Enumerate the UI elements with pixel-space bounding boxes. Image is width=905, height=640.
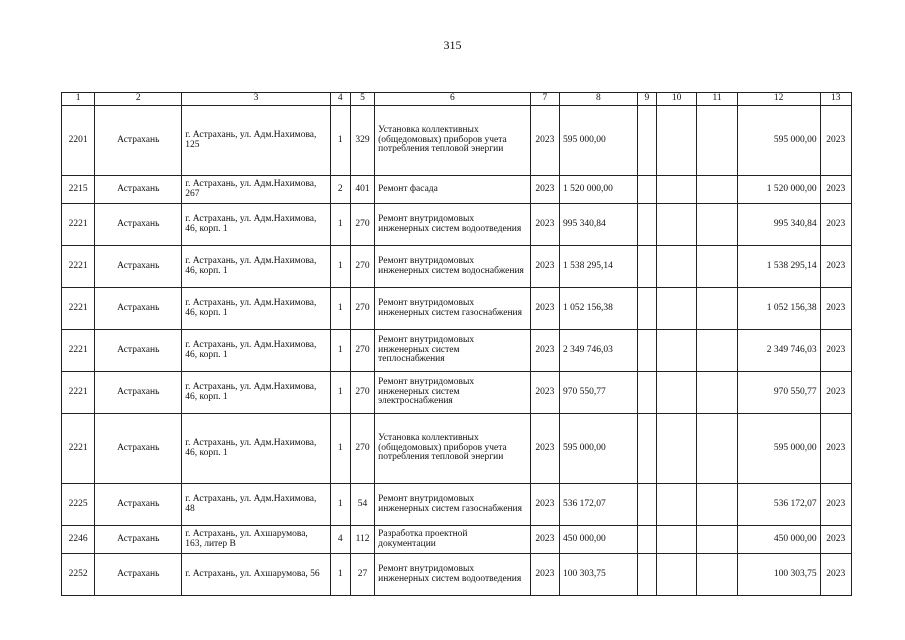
- cell-year-end: 2023: [820, 204, 851, 246]
- cell-year-built: 270: [350, 204, 374, 246]
- cell-year-built: 329: [350, 106, 374, 176]
- column-number-row: [62, 93, 852, 106]
- cell-building-type: 1: [330, 330, 350, 372]
- cell-year-built: 270: [350, 414, 374, 484]
- cell-house-number: 2221: [62, 372, 95, 414]
- register-table: [61, 92, 852, 596]
- cell-cost-total: 100 303,75: [559, 554, 637, 596]
- cell-house-number: 2221: [62, 204, 95, 246]
- cell-cost-total: 595 000,00: [559, 106, 637, 176]
- cell-cost-fund: 595 000,00: [737, 414, 820, 484]
- cell-cost-total: 595 000,00: [559, 414, 637, 484]
- cell-building-type: 1: [330, 414, 350, 484]
- cell-col-10: [656, 288, 696, 330]
- cell-address: г. Астрахань, ул. Адм.Нахимова, 46, корп. 1: [182, 330, 331, 372]
- table-body: [62, 106, 852, 596]
- cell-col-10: [656, 176, 696, 204]
- cell-year-start: 2023: [530, 526, 559, 554]
- cell-col-11: [697, 484, 737, 526]
- cell-year-end: 2023: [820, 106, 851, 176]
- cell-cost-fund: 995 340,84: [737, 204, 820, 246]
- cell-work-type: Установка коллективных (общедомовых) приборов учета потребления тепловой энергии: [375, 414, 531, 484]
- cell-address: г. Астрахань, ул. Адм.Нахимова, 46, корп. 1: [182, 204, 331, 246]
- cell-house-number: 2221: [62, 246, 95, 288]
- cell-col-9: [637, 554, 656, 596]
- cell-col-10: [656, 372, 696, 414]
- cell-house-number: 2225: [62, 484, 95, 526]
- column-header: 11: [697, 93, 737, 106]
- cell-building-type: 1: [330, 372, 350, 414]
- cell-cost-total: 536 172,07: [559, 484, 637, 526]
- column-header: 4: [330, 93, 350, 106]
- cell-cost-fund: 1 520 000,00: [737, 176, 820, 204]
- cell-col-10: [656, 204, 696, 246]
- cell-city: Астрахань: [95, 288, 182, 330]
- cell-year-built: 54: [350, 484, 374, 526]
- cell-cost-fund: 595 000,00: [737, 106, 820, 176]
- table-row: [62, 372, 852, 414]
- cell-house-number: 2221: [62, 330, 95, 372]
- cell-cost-fund: 536 172,07: [737, 484, 820, 526]
- cell-year-built: 401: [350, 176, 374, 204]
- cell-col-9: [637, 106, 656, 176]
- cell-year-start: 2023: [530, 246, 559, 288]
- cell-col-10: [656, 106, 696, 176]
- cell-cost-fund: 1 538 295,14: [737, 246, 820, 288]
- cell-col-9: [637, 484, 656, 526]
- cell-year-end: 2023: [820, 288, 851, 330]
- cell-work-type: Ремонт внутридомовых инженерных систем водоотведения: [375, 554, 531, 596]
- cell-col-11: [697, 176, 737, 204]
- cell-cost-total: 2 349 746,03: [559, 330, 637, 372]
- cell-cost-total: 970 550,77: [559, 372, 637, 414]
- cell-cost-fund: 970 550,77: [737, 372, 820, 414]
- cell-col-11: [697, 288, 737, 330]
- cell-year-start: 2023: [530, 176, 559, 204]
- cell-col-10: [656, 246, 696, 288]
- cell-year-start: 2023: [530, 204, 559, 246]
- cell-col-11: [697, 414, 737, 484]
- cell-cost-fund: 1 052 156,38: [737, 288, 820, 330]
- column-header: 1: [62, 93, 95, 106]
- cell-work-type: Ремонт внутридомовых инженерных систем электроснабжения: [375, 372, 531, 414]
- cell-address: г. Астрахань, ул. Адм.Нахимова, 267: [182, 176, 331, 204]
- cell-col-9: [637, 330, 656, 372]
- column-header: 12: [737, 93, 820, 106]
- cell-address: г. Астрахань, ул. Ахшарумова, 163, литер В: [182, 526, 331, 554]
- table-row: [62, 204, 852, 246]
- cell-work-type: Разработка проектной документации: [375, 526, 531, 554]
- cell-cost-fund: 100 303,75: [737, 554, 820, 596]
- cell-work-type: Ремонт внутридомовых инженерных систем водоотведения: [375, 204, 531, 246]
- column-header: 3: [182, 93, 331, 106]
- cell-city: Астрахань: [95, 176, 182, 204]
- cell-building-type: 2: [330, 176, 350, 204]
- cell-col-11: [697, 204, 737, 246]
- cell-address: г. Астрахань, ул. Адм.Нахимова, 46, корп. 1: [182, 372, 331, 414]
- cell-city: Астрахань: [95, 204, 182, 246]
- column-header: 7: [530, 93, 559, 106]
- cell-year-end: 2023: [820, 414, 851, 484]
- column-header: 10: [656, 93, 696, 106]
- table-row: [62, 288, 852, 330]
- column-header: 2: [95, 93, 182, 106]
- table-row: [62, 526, 852, 554]
- cell-year-end: 2023: [820, 330, 851, 372]
- column-header: 8: [559, 93, 637, 106]
- cell-building-type: 1: [330, 288, 350, 330]
- cell-col-11: [697, 246, 737, 288]
- cell-city: Астрахань: [95, 414, 182, 484]
- cell-col-10: [656, 330, 696, 372]
- cell-building-type: 1: [330, 204, 350, 246]
- cell-city: Астрахань: [95, 330, 182, 372]
- cell-year-start: 2023: [530, 288, 559, 330]
- cell-work-type: Ремонт внутридомовых инженерных систем водоснабжения: [375, 246, 531, 288]
- cell-col-9: [637, 288, 656, 330]
- cell-work-type: Установка коллективных (общедомовых) приборов учета потребления тепловой энергии: [375, 106, 531, 176]
- cell-cost-total: 1 052 156,38: [559, 288, 637, 330]
- table-row: [62, 246, 852, 288]
- cell-col-9: [637, 526, 656, 554]
- table-row: [62, 176, 852, 204]
- cell-cost-total: 995 340,84: [559, 204, 637, 246]
- cell-house-number: 2201: [62, 106, 95, 176]
- cell-col-11: [697, 554, 737, 596]
- cell-city: Астрахань: [95, 526, 182, 554]
- cell-address: г. Астрахань, ул. Адм.Нахимова, 46, корп. 1: [182, 414, 331, 484]
- cell-house-number: 2246: [62, 526, 95, 554]
- cell-work-type: Ремонт фасада: [375, 176, 531, 204]
- cell-city: Астрахань: [95, 246, 182, 288]
- cell-year-end: 2023: [820, 176, 851, 204]
- cell-building-type: 4: [330, 526, 350, 554]
- cell-year-end: 2023: [820, 526, 851, 554]
- cell-year-start: 2023: [530, 330, 559, 372]
- cell-city: Астрахань: [95, 106, 182, 176]
- cell-col-9: [637, 414, 656, 484]
- cell-col-11: [697, 106, 737, 176]
- cell-cost-fund: 2 349 746,03: [737, 330, 820, 372]
- table-row: [62, 484, 852, 526]
- cell-work-type: Ремонт внутридомовых инженерных систем газоснабжения: [375, 288, 531, 330]
- cell-year-built: 112: [350, 526, 374, 554]
- cell-col-10: [656, 414, 696, 484]
- cell-year-start: 2023: [530, 414, 559, 484]
- cell-cost-fund: 450 000,00: [737, 526, 820, 554]
- cell-year-start: 2023: [530, 106, 559, 176]
- cell-house-number: 2252: [62, 554, 95, 596]
- cell-year-built: 270: [350, 246, 374, 288]
- table-row: [62, 554, 852, 596]
- page-number: 315: [443, 38, 462, 52]
- column-header: 13: [820, 93, 851, 106]
- cell-building-type: 1: [330, 246, 350, 288]
- cell-building-type: 1: [330, 106, 350, 176]
- cell-address: г. Астрахань, ул. Адм.Нахимова, 46, корп. 1: [182, 246, 331, 288]
- table-row: [62, 414, 852, 484]
- column-header: 5: [350, 93, 374, 106]
- cell-city: Астрахань: [95, 554, 182, 596]
- cell-building-type: 1: [330, 554, 350, 596]
- cell-col-9: [637, 246, 656, 288]
- cell-building-type: 1: [330, 484, 350, 526]
- table-row: [62, 106, 852, 176]
- cell-city: Астрахань: [95, 484, 182, 526]
- cell-house-number: 2215: [62, 176, 95, 204]
- cell-year-start: 2023: [530, 554, 559, 596]
- cell-house-number: 2221: [62, 414, 95, 484]
- cell-col-9: [637, 204, 656, 246]
- cell-year-built: 270: [350, 288, 374, 330]
- cell-cost-total: 1 520 000,00: [559, 176, 637, 204]
- cell-year-start: 2023: [530, 484, 559, 526]
- cell-col-11: [697, 330, 737, 372]
- cell-address: г. Астрахань, ул. Адм.Нахимова, 48: [182, 484, 331, 526]
- cell-col-10: [656, 484, 696, 526]
- cell-work-type: Ремонт внутридомовых инженерных систем теплоснабжения: [375, 330, 531, 372]
- cell-year-built: 270: [350, 372, 374, 414]
- cell-address: г. Астрахань, ул. Адм.Нахимова, 125: [182, 106, 331, 176]
- cell-col-11: [697, 372, 737, 414]
- cell-cost-total: 450 000,00: [559, 526, 637, 554]
- cell-cost-total: 1 538 295,14: [559, 246, 637, 288]
- column-header: 6: [375, 93, 531, 106]
- cell-address: г. Астрахань, ул. Ахшарумова, 56: [182, 554, 331, 596]
- cell-col-9: [637, 176, 656, 204]
- cell-house-number: 2221: [62, 288, 95, 330]
- cell-year-end: 2023: [820, 554, 851, 596]
- cell-work-type: Ремонт внутридомовых инженерных систем газоснабжения: [375, 484, 531, 526]
- table-row: [62, 330, 852, 372]
- cell-col-11: [697, 526, 737, 554]
- cell-col-10: [656, 554, 696, 596]
- cell-year-start: 2023: [530, 372, 559, 414]
- cell-year-built: 270: [350, 330, 374, 372]
- cell-year-built: 27: [350, 554, 374, 596]
- cell-year-end: 2023: [820, 372, 851, 414]
- cell-year-end: 2023: [820, 484, 851, 526]
- cell-col-9: [637, 372, 656, 414]
- cell-year-end: 2023: [820, 246, 851, 288]
- cell-address: г. Астрахань, ул. Адм.Нахимова, 46, корп. 1: [182, 288, 331, 330]
- cell-col-10: [656, 526, 696, 554]
- column-header: 9: [637, 93, 656, 106]
- cell-city: Астрахань: [95, 372, 182, 414]
